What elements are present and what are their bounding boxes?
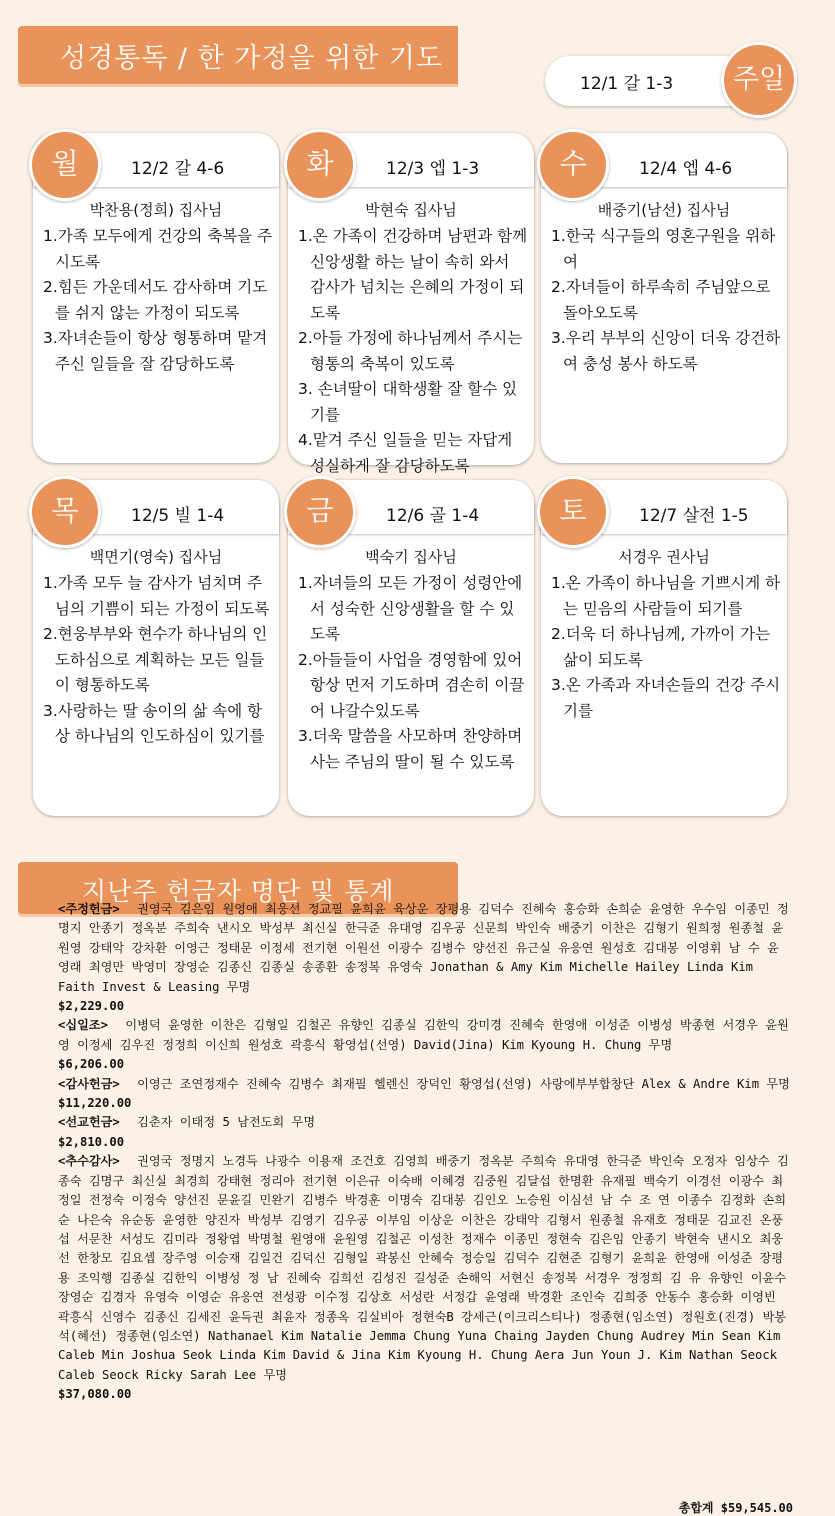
prayer-list [551, 571, 781, 724]
day-badge: 목 [29, 476, 101, 548]
offering-names: 이병덕 윤영한 이찬은 김형일 김철곤 유향인 김종실 김한익 강미경 진혜숙 한영애 이성준 이병성 박종현 서경우 윤원영 이정세 김우진 정정희 이신희 원성호 곽흥식 황영섭(선영) David(Jina) Kim Kyoung H. Chung 무명 [58, 1018, 789, 1052]
prayer-item: 1.자녀들의 모든 가정이 성령안에서 성숙한 신앙생활을 할 수 있도록 [298, 574, 523, 643]
prayer-person: 백숙기 집사님 [365, 548, 457, 566]
prayer-list [298, 224, 528, 479]
prayer-list [43, 224, 273, 377]
prayer-list [551, 224, 781, 377]
offering-title: 지난주 헌금자 명단 및 통계 [82, 877, 395, 906]
prayer-item: 1.한국 식구들의 영혼구원을 위하여 [551, 227, 776, 271]
prayer-item: 2.더욱 더 하나님께, 가까이 가는 삶이 되도록 [551, 625, 771, 669]
day-badge: 토 [537, 476, 609, 548]
sunday-reading-ref: 12/1 갈 1-3 [580, 74, 674, 94]
reading-ref: 12/7 살전 1-5 [639, 506, 749, 526]
sunday-reading [545, 56, 787, 106]
offering-total: $2,810.00 [58, 1134, 125, 1149]
reading-ref: 12/2 갈 4-6 [131, 159, 225, 179]
day-card-thu [33, 480, 279, 816]
prayer-item: 3. 손녀딸이 대학생활 잘 할수 있기를 [298, 380, 518, 424]
day-card-sat [541, 480, 787, 816]
offering-list [58, 900, 790, 1405]
day-card-mon [33, 133, 279, 463]
prayer-item: 3.자녀손들이 항상 형통하며 맡겨주신 일들을 잘 감당하도록 [43, 329, 268, 373]
prayer-item: 3.우리 부부의 신앙이 더욱 강건하여 충성 봉사 하도록 [551, 329, 781, 373]
offering-category: <주정헌금> [58, 902, 120, 916]
prayer-item: 2.현웅부부와 현수가 하나님의 인도하심으로 계획하는 모든 일들이 형통하도록 [43, 625, 268, 694]
prayer-item: 4.맡겨 주신 일들을 믿는 자답게 성실하게 잘 감당하도록 [298, 431, 513, 475]
prayer-item: 1.가족 모두에게 건강의 축복을 주시도록 [43, 227, 273, 271]
offering-names: 권영국 김은임 원영애 최웅선 정교필 윤희윤 육상운 장평용 김덕수 진혜숙 홍승화 손희순 윤영한 우수임 이종민 정명지 안종기 정옥분 주희숙 낸시오 박성부 최신실 한극준 유대영 김우공 신문희 박인숙 배중기 이찬은 김형기 원희정 원종철 윤원영 강태악 강차환 이영근 정태문 이정세 전기현 이원선 이광수 김병수 양선진 유근실 유응연 원성호 김대봉 이영휘 남 수 윤영래 최영만 박영미 장영순 김종신 김종실 송종환 송정복 유영숙 Jonathan & Amy Kim Michelle Hailey Linda Kim Faith Invest & Leasing 무명 [58, 902, 789, 994]
section-banner [18, 26, 458, 84]
offering-section [58, 1113, 790, 1152]
prayer-item: 1.온 가족이 하나님을 기쁘시게 하는 믿음의 사람들이 되기를 [551, 574, 781, 618]
reading-ref: 12/4 엡 4-6 [639, 159, 733, 179]
prayer-item: 1.가족 모두 늘 감사가 넘치며 주님의 기쁨이 되는 가정이 되도록 [43, 574, 270, 618]
offering-total: $2,229.00 [58, 999, 125, 1014]
prayer-person: 배중기(남선) 집사님 [597, 201, 731, 219]
prayer-item: 1.온 가족이 건강하며 남편과 함께 신앙생활 하는 날이 속히 와서 감사가 넘치는 은혜의 가정이 되도록 [298, 227, 528, 322]
prayer-person: 박현숙 집사님 [365, 201, 457, 219]
day-card-tue [288, 133, 534, 475]
prayer-item: 2.힘든 가운데서도 감사하며 기도를 쉬지 않는 가정이 되도록 [43, 278, 268, 322]
prayer-list [298, 571, 528, 775]
prayer-list [43, 571, 273, 750]
page-title: 성경통독 / 한 가정을 위한 기도 [60, 43, 443, 74]
offering-category: <십일조> [58, 1018, 108, 1033]
day-badge: 월 [29, 129, 101, 201]
offering-section [58, 1152, 790, 1404]
prayer-item: 3.사랑하는 딸 송이의 삶 속에 항상 하나님의 인도하심이 있기를 [43, 701, 265, 745]
grand-total: 총합계 $59,545.00 [678, 1501, 793, 1515]
day-card-fri [288, 480, 534, 816]
offering-category: <선교헌금> [58, 1115, 120, 1130]
prayer-person: 백면기(영숙) 집사님 [89, 548, 223, 566]
prayer-item: 3.온 가족과 자녀손들의 건강 주시기를 [551, 676, 781, 720]
prayer-person: 박찬용(정희) 집사님 [89, 201, 223, 219]
offering-section [58, 1016, 790, 1074]
offering-names: 김춘자 이태정 5 남전도회 무명 [137, 1115, 316, 1130]
offering-total: $37,080.00 [58, 1387, 132, 1402]
offering-section [58, 1075, 790, 1114]
offering-total: $6,206.00 [58, 1057, 125, 1072]
offering-total: $11,220.00 [58, 1096, 132, 1111]
sunday-badge: 주일 [721, 42, 797, 118]
day-badge: 화 [284, 129, 356, 201]
reading-ref: 12/5 빌 1-4 [131, 506, 225, 526]
offering-names: 이영근 조연정재수 진혜숙 김병수 최재필 헬렌신 장덕인 황영섭(선영) 사랑에부부합창단 Alex & Andre Kim 무명 [137, 1076, 790, 1091]
prayer-item: 2.아들 가정에 하나님께서 주시는 형통의 축복이 있도록 [298, 329, 523, 373]
prayer-person: 서경우 권사님 [618, 548, 710, 566]
day-card-wed [541, 133, 787, 463]
day-badge: 수 [537, 129, 609, 201]
reading-ref: 12/6 골 1-4 [386, 506, 480, 526]
day-badge: 금 [284, 476, 356, 548]
offering-category: <감사헌금> [58, 1076, 120, 1091]
offering-section [58, 900, 790, 1016]
offering-category: <추수감사> [58, 1154, 120, 1169]
reading-ref: 12/3 엡 1-3 [386, 159, 480, 179]
prayer-item: 3.더욱 말씀을 사모하며 찬양하며 사는 주님의 딸이 될 수 있도록 [298, 727, 523, 771]
prayer-item: 2.아들들이 사업을 경영함에 있어 항상 먼저 기도하며 겸손히 이끌어 나갈수있도록 [298, 650, 525, 720]
prayer-item: 2.자녀들이 하루속히 주님앞으로 돌아오도록 [551, 278, 771, 322]
offering-names: 권영국 정명지 노경득 나광수 이용재 조건호 김영희 배중기 정옥분 주희숙 유대영 한극준 박인숙 오정자 임상수 김종숙 김명구 최신실 최경희 강태현 정리아 전기현 이은규 이숙배 이혜경 김중원 김달섭 한명환 유재필 백숙기 이경선 이광수 최정일 전정숙 이정숙 양선진 문윤길 민완기 김병수 박경훈 이명숙 김대봉 김인오 노승원 이심선 남 수 조 연 이종수 김정화 손희순 나은숙 유순동 윤영한 양진자 박성부 김영기 김우공 이부임 이상운 이찬은 강태악 김형서 원종철 유재호 정태문 김교진 온풍섭 서문찬 서성도 김미라 정왕엽 박명철 원영애 윤원영 김철곤 이성찬 정재수 이종민 정현숙 김은임 안종기 박현숙 낸시오 최웅선 한창모 김요셉 장주영 이승재 김일건 김덕신 김형일 곽봉신 안혜숙 정승일 김덕수 김현준 김형기 윤희윤 한영애 이성준 장평용 조익행 김종실 김한익 이병성 정 남 진혜숙 김희선 김성진 길성준 손해익 서현신 송정복 서경우 정정희 김 유 유향인 이윤수 장영순 김경자 유영숙 이영순 유응연 전성광 이수정 김상호 서성란 서정갑 윤영래 박경환 조인숙 김희중 안동수 홍승화 이영빈 곽흥식 신영수 김종신 김세진 윤득권 최윤자 정종옥 김실비아 정현숙B 강세근(이크리스티나) 정종현(임소연) 정원호(진경) 박봉석(혜선) 정종현(임소연) Nathanael Kim Natalie Jemma Chung Yuna Chaing Jayden Chung Audrey Min Sean Kim Caleb Min Joshua Seok Linda Kim David & Jina Kim Kyoung H. Chung Aera Jun Youn J. Kim Nathan Seock Caleb Seock Ricky Sarah Lee 무명 [58, 1154, 789, 1382]
